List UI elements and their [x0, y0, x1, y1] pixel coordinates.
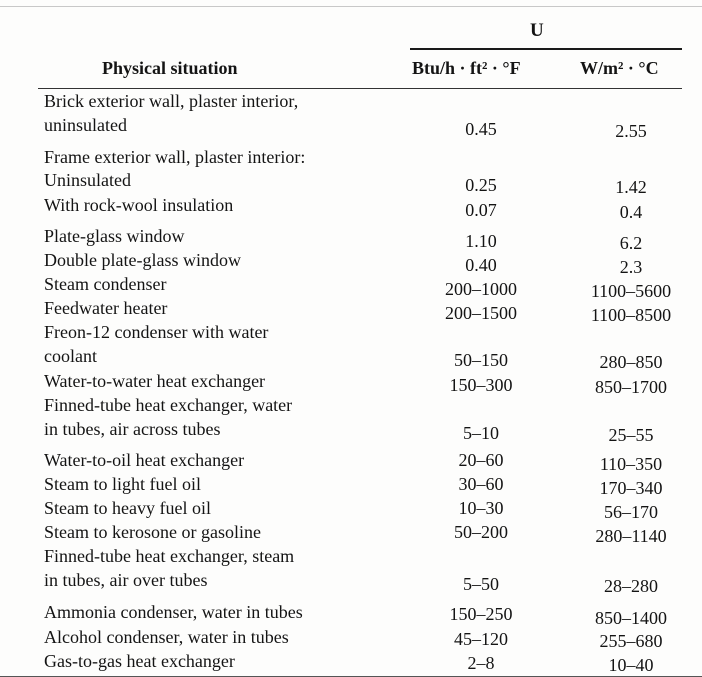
row-value-btu: 5–50	[463, 574, 499, 594]
row-value-wm: 2.3	[619, 257, 643, 277]
row-value-btu: 1.10	[465, 231, 497, 251]
row-description-cont: coolant	[44, 346, 97, 366]
row-description: Finned-tube heat exchanger, water	[44, 395, 293, 415]
row-value-wm: 56–170	[604, 502, 658, 522]
column-header-physical-situation: Physical situation	[102, 58, 238, 78]
row-value-btu: 50–200	[454, 522, 508, 542]
row-value-wm: 850–1700	[595, 377, 667, 397]
row-value-wm: 25–55	[608, 425, 654, 445]
row-description: Brick exterior wall, plaster interior,	[44, 91, 299, 111]
row-description: Steam condenser	[44, 274, 167, 294]
row-description: Finned-tube heat exchanger, steam	[44, 546, 295, 566]
row-description: Alcohol condenser, water in tubes	[44, 627, 289, 647]
column-header-btu: Btu/h · ft² · °F	[412, 58, 521, 78]
row-value-wm: 850–1400	[595, 608, 667, 628]
row-description: Steam to heavy fuel oil	[44, 498, 211, 518]
row-value-btu: 200–1500	[445, 303, 517, 323]
row-description: Steam to kerosone or gasoline	[44, 522, 261, 542]
row-description: Double plate-glass window	[44, 250, 241, 270]
row-value-wm: 1.42	[615, 177, 647, 197]
row-value-wm: 280–1140	[595, 526, 667, 546]
row-description: Gas-to-gas heat exchanger	[44, 651, 235, 671]
row-value-btu: 50–150	[454, 350, 508, 370]
row-description: Plate-glass window	[44, 226, 185, 246]
row-value-wm: 10–40	[608, 655, 654, 675]
row-value-btu: 30–60	[458, 474, 504, 494]
row-description: Frame exterior wall, plaster interior:	[44, 147, 306, 167]
row-value-wm: 2.55	[615, 121, 647, 141]
row-description: Ammonia condenser, water in tubes	[44, 602, 303, 622]
u-header-rule	[410, 48, 682, 50]
row-description-cont: in tubes, air across tubes	[44, 419, 221, 439]
row-value-btu: 150–300	[449, 375, 513, 395]
row-value-btu: 150–250	[449, 604, 513, 624]
row-value-wm: 1100–8500	[590, 305, 672, 325]
row-description: Water-to-water heat exchanger	[44, 371, 266, 391]
row-description-cont: uninsulated	[44, 115, 127, 135]
top-rule	[0, 6, 702, 7]
row-value-wm: 6.2	[619, 233, 643, 253]
row-value-btu: 0.40	[465, 255, 497, 275]
row-description-cont: in tubes, air over tubes	[44, 570, 208, 590]
row-description: Steam to light fuel oil	[44, 474, 201, 494]
row-value-btu: 0.45	[465, 119, 497, 139]
row-description: Uninsulated	[44, 170, 131, 190]
row-value-btu: 45–120	[454, 629, 508, 649]
column-header-wm: W/m² · °C	[580, 58, 659, 78]
row-value-btu: 20–60	[458, 450, 504, 470]
row-value-btu: 5–10	[463, 423, 499, 443]
u-header: U	[530, 20, 544, 41]
row-description: Feedwater heater	[44, 298, 168, 318]
row-value-btu: 200–1000	[445, 279, 517, 299]
row-value-btu: 2–8	[467, 653, 495, 673]
row-description: With rock-wool insulation	[44, 195, 234, 215]
row-value-wm: 280–850	[599, 352, 663, 372]
row-value-wm: 170–340	[599, 478, 663, 498]
row-description: Freon-12 condenser with water	[44, 322, 269, 342]
row-value-wm: 255–680	[599, 631, 663, 651]
row-value-btu: 0.07	[465, 200, 497, 220]
row-value-wm: 1100–5600	[590, 281, 672, 301]
row-value-btu: 0.25	[465, 175, 497, 195]
row-value-wm: 110–350	[599, 454, 663, 474]
row-value-wm: 0.4	[619, 202, 643, 222]
row-value-btu: 10–30	[458, 498, 504, 518]
row-description: Water-to-oil heat exchanger	[44, 450, 245, 470]
row-value-wm: 28–280	[604, 576, 658, 596]
